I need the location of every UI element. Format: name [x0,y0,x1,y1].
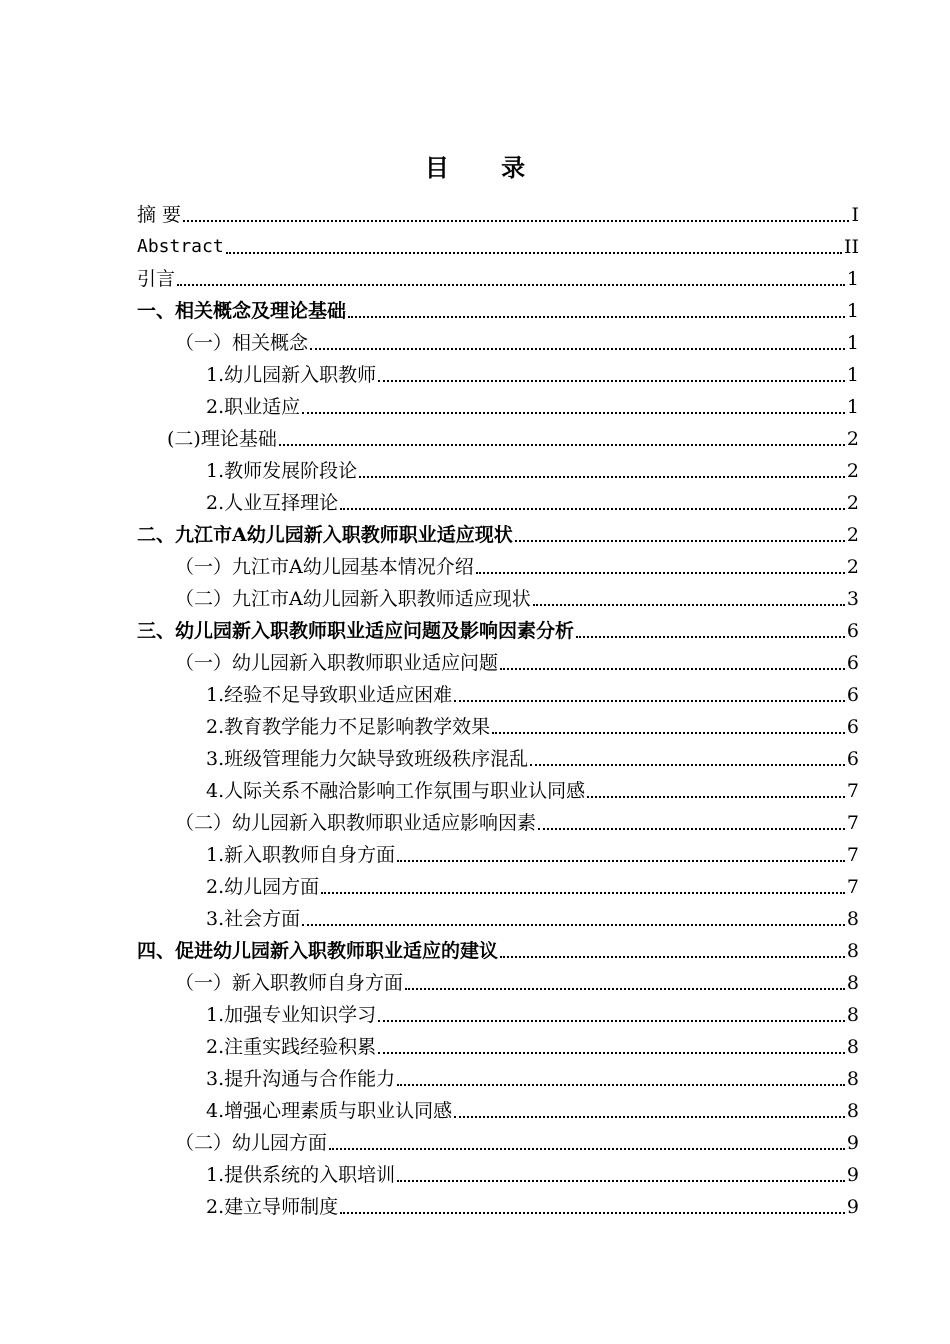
toc-page-number: 6 [846,620,859,642]
toc-page-number: II [843,236,859,258]
toc-page-number: 8 [846,1100,859,1122]
toc-entry-chapter-4[interactable] [137,931,859,963]
dot-leader [302,924,845,926]
toc-entry-text: 1.教师发展阶段论 [206,460,358,482]
toc-entry-text: 1.幼儿园新入职教师 [206,364,377,386]
toc-page-number: 8 [846,908,859,930]
dot-leader [279,444,845,446]
toc-entry-text: 三、幼儿园新入职教师职业适应问题及影响因素分析 [137,620,575,642]
toc-page-number: 1 [846,268,859,290]
toc-entry-subsection[interactable] [137,899,859,931]
dot-leader [397,1084,845,1086]
toc-entry-subsection[interactable] [137,1155,859,1187]
toc-entry-text: （一）九江市A幼儿园基本情况介绍 [175,556,474,578]
toc-entry-text: 2.教育教学能力不足影响教学效果 [206,716,491,738]
dot-leader [492,732,845,734]
toc-page-number: 1 [846,300,859,322]
dot-leader [530,764,845,766]
toc-page-number: 1 [846,396,859,418]
toc-entry-text: (二)理论基础 [167,428,277,450]
toc-entry-text: 二、九江市A幼儿园新入职教师职业适应现状 [137,524,513,546]
toc-page-number: 1 [846,332,859,354]
dot-leader [515,540,845,542]
toc-entry-subsection[interactable] [137,451,859,483]
dot-leader [177,284,845,286]
toc-entry-chapter-2[interactable] [137,515,859,547]
dot-leader [454,1116,845,1118]
dot-leader [476,572,845,574]
toc-entry-text: 1.经验不足导致职业适应困难 [206,684,453,706]
dot-leader [340,508,845,510]
dot-leader [348,316,845,318]
toc-entry-section-4-1[interactable] [137,963,859,995]
toc-entry-abstract-en[interactable] [137,227,859,259]
toc-page-number: 2 [846,492,859,514]
dot-leader [378,380,845,382]
toc-entry-text: 一、相关概念及理论基础 [137,300,347,322]
toc-entry-text: （一）新入职教师自身方面 [175,972,404,994]
toc-entry-text: 2.幼儿园方面 [206,876,320,898]
toc-entry-subsection[interactable] [137,675,859,707]
toc-entry-text: 4.增强心理素质与职业认同感 [206,1100,453,1122]
toc-entry-subsection[interactable] [137,707,859,739]
toc-entry-text: （二）幼儿园方面 [175,1132,328,1154]
toc-entry-subsection[interactable] [137,355,859,387]
toc-entry-text: Abstract [137,236,224,257]
toc-entry-text: 1.新入职教师自身方面 [206,844,396,866]
toc-entry-section-2-1[interactable] [137,547,859,579]
toc-page-number: 6 [846,652,859,674]
dot-leader [500,956,845,958]
toc-page-number: 2 [846,556,859,578]
dot-leader [576,636,845,638]
dot-leader [321,892,845,894]
toc-entry-text: （二）幼儿园新入职教师职业适应影响因素 [175,812,537,834]
toc-entry-subsection[interactable] [137,1187,859,1219]
toc-page-number: 6 [846,684,859,706]
dot-leader [310,348,845,350]
toc-entry-section-3-1[interactable] [137,643,859,675]
toc-page-number: 2 [846,460,859,482]
toc-entry-section-1-1[interactable] [137,323,859,355]
table-of-contents [137,195,859,1219]
toc-entry-chapter-3[interactable] [137,611,859,643]
toc-page-number: 7 [846,812,859,834]
dot-leader [302,412,845,414]
toc-entry-text: 4.人际关系不融洽影响工作氛围与职业认同感 [206,780,586,802]
toc-page-number: 3 [846,588,859,610]
toc-page-number: 9 [846,1196,859,1218]
toc-entry-text: （二）九江市A幼儿园新入职教师适应现状 [175,588,531,610]
toc-entry-subsection[interactable] [137,835,859,867]
toc-entry-text: 3.提升沟通与合作能力 [206,1068,396,1090]
dot-leader [587,796,845,798]
toc-entry-section-3-2[interactable] [137,803,859,835]
toc-entry-subsection[interactable] [137,995,859,1027]
toc-entry-text: 3.社会方面 [206,908,301,930]
toc-entry-chapter-1[interactable] [137,291,859,323]
toc-entry-subsection[interactable] [137,771,859,803]
toc-page-number: 1 [846,364,859,386]
dot-leader [405,988,845,990]
toc-page-number: I [851,204,859,226]
toc-page-number: 2 [846,428,859,450]
toc-entry-introduction[interactable] [137,259,859,291]
toc-page-number: 7 [846,876,859,898]
toc-entry-subsection[interactable] [137,1059,859,1091]
toc-title: 目 录 [424,153,548,182]
dot-leader [533,604,845,606]
toc-entry-text: （一）幼儿园新入职教师职业适应问题 [175,652,499,674]
toc-entry-text: 摘 要 [137,204,182,226]
dot-leader [538,828,845,830]
toc-page-number: 7 [846,780,859,802]
toc-entry-section-1-2[interactable] [137,419,859,451]
toc-entry-subsection[interactable] [137,867,859,899]
toc-page-number: 6 [846,748,859,770]
toc-entry-text: 2.注重实践经验积累 [206,1036,377,1058]
toc-entry-text: 2.职业适应 [206,396,301,418]
dot-leader [359,476,845,478]
toc-page-number: 8 [846,940,859,962]
toc-entry-abstract-cn[interactable] [137,195,859,227]
toc-entry-text: 2.人业互择理论 [206,492,339,514]
dot-leader [454,700,845,702]
toc-entry-subsection[interactable] [137,483,859,515]
toc-entry-subsection[interactable] [137,1027,859,1059]
toc-page-number: 6 [846,716,859,738]
toc-page-number: 8 [846,1036,859,1058]
toc-entry-section-4-2[interactable] [137,1123,859,1155]
toc-entry-subsection[interactable] [137,1091,859,1123]
toc-entry-text: （一）相关概念 [175,332,309,354]
dot-leader [329,1148,845,1150]
dot-leader [397,860,845,862]
toc-page-number: 8 [846,1068,859,1090]
dot-leader [378,1020,845,1022]
toc-entry-text: 引言 [137,268,176,290]
dot-leader [378,1052,845,1054]
dot-leader [340,1212,845,1214]
toc-entry-text: 四、促进幼儿园新入职教师职业适应的建议 [137,940,499,962]
toc-entry-text: 1.加强专业知识学习 [206,1004,377,1026]
dot-leader [226,252,842,254]
toc-page-number: 9 [846,1132,859,1154]
toc-entry-subsection[interactable] [137,387,859,419]
dot-leader [500,668,845,670]
toc-page-number: 2 [846,524,859,546]
toc-entry-text: 1.提供系统的入职培训 [206,1164,396,1186]
toc-page-number: 8 [846,1004,859,1026]
toc-entry-section-2-2[interactable] [137,579,859,611]
toc-entry-subsection[interactable] [137,739,859,771]
toc-page-number: 9 [846,1164,859,1186]
dot-leader [183,220,849,222]
toc-entry-text: 2.建立导师制度 [206,1196,339,1218]
toc-entry-text: 3.班级管理能力欠缺导致班级秩序混乱 [206,748,529,770]
dot-leader [397,1180,845,1182]
toc-page-number: 7 [846,844,859,866]
toc-page-number: 8 [846,972,859,994]
